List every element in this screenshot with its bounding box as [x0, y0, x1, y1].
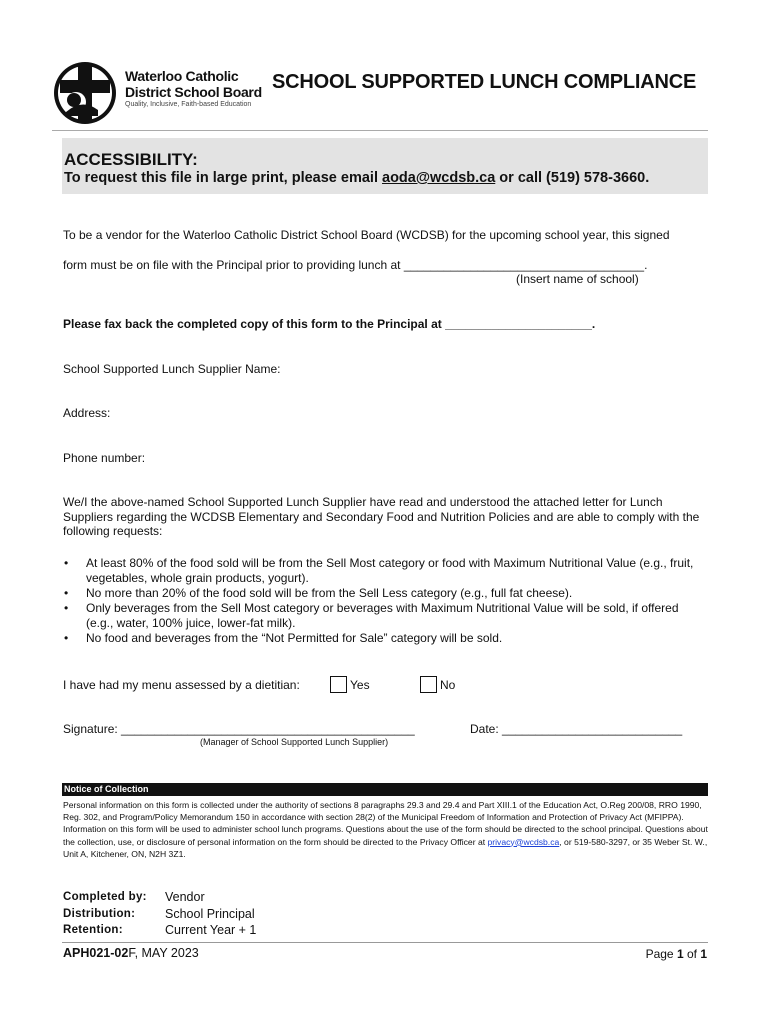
- privacy-email-link[interactable]: privacy@wcdsb.ca: [487, 836, 560, 847]
- board-logo: [52, 60, 118, 126]
- no-checkbox[interactable]: [420, 676, 437, 698]
- page-total: 1: [700, 947, 707, 961]
- accessibility-text-before: To request this file in large print, please email: [64, 170, 383, 186]
- footer-divider: [62, 942, 708, 943]
- no-label: No: [440, 678, 456, 692]
- org-tagline: Quality, Inclusive, Faith-based Education: [125, 101, 252, 108]
- form-code: [63, 946, 199, 960]
- requirement-text: At least 80% of the food sold will be from the Sell Most category or food with Maximum Nutritional Value (e.g., fruit, vegetables, whole grain products, yogurt).: [86, 556, 694, 585]
- bullet-icon: •: [64, 556, 69, 570]
- notice-text: [63, 799, 713, 860]
- yes-checkbox[interactable]: [330, 676, 347, 698]
- header-divider: [52, 130, 708, 131]
- page-title: SCHOOL SUPPORTED LUNCH COMPLIANCE: [272, 71, 697, 93]
- fax-instruction: Please fax back the completed copy of this form to the Principal at ______________________.: [63, 317, 596, 331]
- signature-field[interactable]: Signature: ____________________________________________: [63, 722, 415, 736]
- checkbox-box[interactable]: [420, 676, 437, 693]
- yes-label: Yes: [350, 678, 370, 692]
- retention-value: Current Year + 1: [165, 923, 257, 937]
- dietitian-question: I have had my menu assessed by a dietitian:: [63, 678, 300, 692]
- form-code-bold: APH021-02: [63, 946, 129, 960]
- page-current: 1: [676, 947, 684, 961]
- accessibility-text-after: or call (519) 578-3660.: [495, 170, 650, 186]
- notice-heading: Notice of Collection: [64, 784, 149, 794]
- page-mid: of: [683, 947, 701, 961]
- list-item: [63, 631, 703, 646]
- supplier-name-field[interactable]: School Supported Lunch Supplier Name:: [63, 362, 281, 376]
- date-field[interactable]: Date: ___________________________: [470, 722, 683, 736]
- bullet-icon: •: [64, 601, 69, 615]
- requirement-text: Only beverages from the Sell Most category or beverages with Maximum Nutritional Value will be sold, if offered (e.g., water, 100% juice, lower-fat milk).: [86, 601, 679, 630]
- accessibility-text: [64, 170, 649, 186]
- bullet-icon: •: [64, 631, 69, 645]
- completed-by-label: Completed by:: [63, 891, 147, 903]
- notice-text-before: Personal information on this form is collected under the authority of sections 8 paragraphs 29.3 and 29.4 and Part XIII.1 of the Education Act, O.Reg 200/08, RRO 1990, Reg. 302, and Program/Policy Memorandum 150 in accordance with section 28(2) of the Municipal Freedom of Information and Protection of Privacy Act (MFIPPA). Information on this form will be used to administer school lunch programs. Questions about the use of the form should be directed to the school principal. Questions about the collection, use, or disclosure of personal information on the form should be directed to the Privacy Officer at: [63, 800, 708, 847]
- list-item: [63, 556, 703, 586]
- retention-label: Retention:: [63, 924, 123, 936]
- page-prefix: Page: [645, 947, 677, 961]
- list-item: [63, 601, 703, 631]
- org-name-line2: District School Board: [125, 84, 262, 100]
- form-code-rest: F, MAY 2023: [128, 946, 199, 960]
- distribution-value: School Principal: [165, 907, 255, 921]
- distribution-label: Distribution:: [63, 908, 136, 920]
- checkbox-box[interactable]: [330, 676, 347, 693]
- org-name-line1: Waterloo Catholic: [125, 68, 239, 84]
- phone-field[interactable]: Phone number:: [63, 451, 146, 465]
- accessibility-email-link[interactable]: aoda@wcdsb.ca: [382, 170, 496, 186]
- bullet-icon: •: [64, 586, 69, 600]
- requirement-text: No more than 20% of the food sold will be from the Sell Less category (e.g., full fat cheese).: [86, 586, 573, 600]
- notice-text-after: , or 519-580-3297, or 35 Weber St. W., Unit A, Kitchener, ON, N2H 3Z1.: [63, 836, 708, 859]
- list-item: [63, 586, 703, 601]
- page-number: [646, 947, 707, 961]
- completed-by-value: Vendor: [165, 890, 205, 904]
- compliance-statement: We/I the above-named School Supported Lunch Supplier have read and understood the attached letter for Lunch Suppliers regarding the WCDSB Elementary and Secondary Food and Nutrition Policies and are able to comply with the following requests:: [63, 495, 700, 538]
- address-field[interactable]: Address:: [63, 406, 111, 420]
- intro-line2: form must be on file with the Principal prior to providing lunch at ____________________________________.: [63, 258, 648, 272]
- intro-line1: To be a vendor for the Waterloo Catholic District School Board (WCDSB) for the upcoming school year, this signed: [63, 228, 670, 242]
- insert-school-note: (Insert name of school): [516, 272, 639, 286]
- signature-note: (Manager of School Supported Lunch Supplier): [200, 737, 389, 747]
- requirement-text: No food and beverages from the “Not Permitted for Sale” category will be sold.: [86, 631, 503, 645]
- notice-bar: [62, 783, 708, 796]
- requirements-list: [63, 556, 703, 646]
- accessibility-heading: ACCESSIBILITY:: [64, 150, 198, 169]
